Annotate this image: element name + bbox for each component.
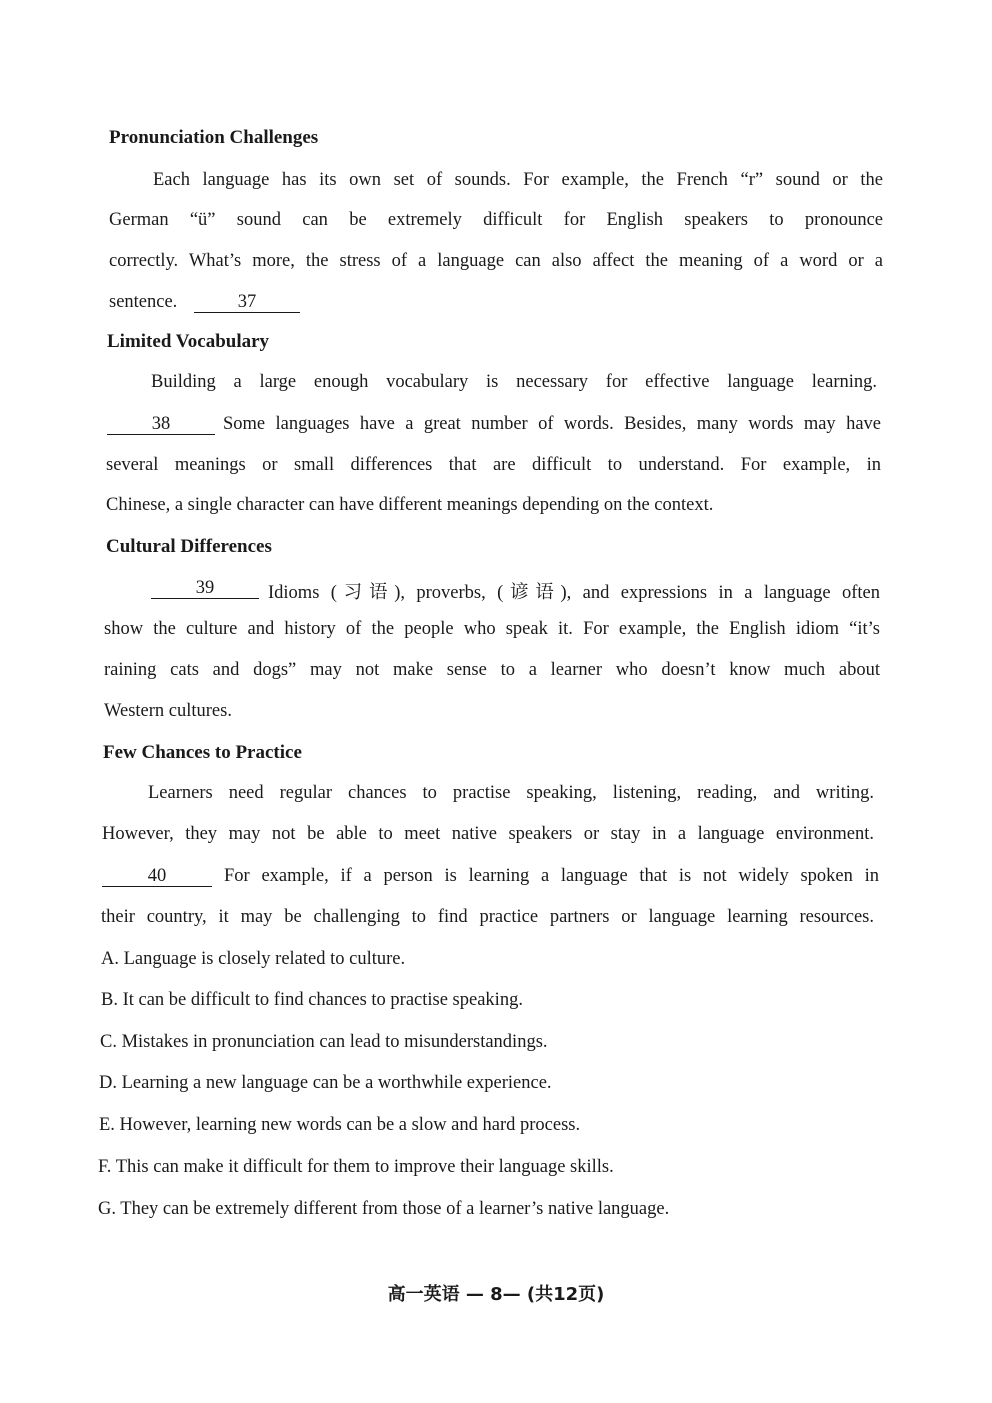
section-heading: Pronunciation Challenges [109, 127, 319, 148]
section-heading: Limited Vocabulary [107, 331, 270, 352]
paragraph-line: For example, if a person is learning a language that is not widely spoken in [224, 866, 879, 886]
answer-option: D. Learning a new language can be a worthwhile experience. [99, 1073, 552, 1093]
paragraph-line: German “ü” sound can be extremely difficult for English speakers to pronounce [109, 210, 883, 230]
paragraph-line: Idioms (习语), proverbs, (谚语), and expressions in a language often [268, 583, 880, 603]
paragraph-line: Building a large enough vocabulary is necessary for effective language learning. [151, 372, 877, 392]
answer-option: G. They can be extremely different from those of a learner’s native language. [98, 1199, 670, 1219]
paragraph-line [102, 866, 220, 887]
answer-blank-37[interactable]: 37 [194, 292, 300, 313]
answer-option: A. Language is closely related to culture. [101, 949, 406, 969]
section-heading: Few Chances to Practice [103, 742, 302, 763]
answer-option: E. However, learning new words can be a slow and hard process. [99, 1115, 581, 1135]
paragraph-line: Western cultures. [104, 701, 232, 721]
sentence-end: sentence. [109, 292, 178, 312]
answer-option: F. This can make it difficult for them to improve their language skills. [98, 1157, 614, 1177]
paragraph-line [109, 292, 308, 313]
paragraph-line: Chinese, a single character can have different meanings depending on the context. [106, 495, 714, 515]
paragraph-line: However, they may not be able to meet native speakers or stay in a language environment. [102, 824, 874, 844]
paragraph-line: Some languages have a great number of words. Besides, many words may have [223, 414, 881, 434]
paragraph-line: several meanings or small differences that are difficult to understand. For example, in [106, 455, 881, 475]
paragraph-line: show the culture and history of the people who speak it. For example, the English idiom “it’s [104, 619, 880, 639]
answer-option: C. Mistakes in pronunciation can lead to misunderstandings. [100, 1032, 548, 1052]
paragraph-line: raining cats and dogs” may not make sense to a learner who doesn’t know much about [104, 660, 880, 680]
paragraph-line [151, 578, 267, 599]
paragraph-line: Each language has its own set of sounds. For example, the French “r” sound or the [153, 170, 883, 190]
paragraph-line: Learners need regular chances to practise speaking, listening, reading, and writing. [148, 783, 874, 803]
answer-blank-38[interactable]: 38 [107, 414, 215, 435]
paragraph-line: correctly. What’s more, the stress of a language can also affect the meaning of a word or a [109, 251, 883, 271]
paragraph-line [107, 414, 223, 435]
page-footer: 高一英语 — 8— (共12页) [387, 1284, 605, 1305]
section-heading: Cultural Differences [106, 536, 272, 557]
answer-blank-39[interactable]: 39 [151, 578, 259, 599]
paragraph-line: their country, it may be challenging to find practice partners or language learning resources. [101, 907, 874, 927]
answer-option: B. It can be difficult to find chances to practise speaking. [101, 990, 523, 1010]
answer-blank-40[interactable]: 40 [102, 866, 212, 887]
